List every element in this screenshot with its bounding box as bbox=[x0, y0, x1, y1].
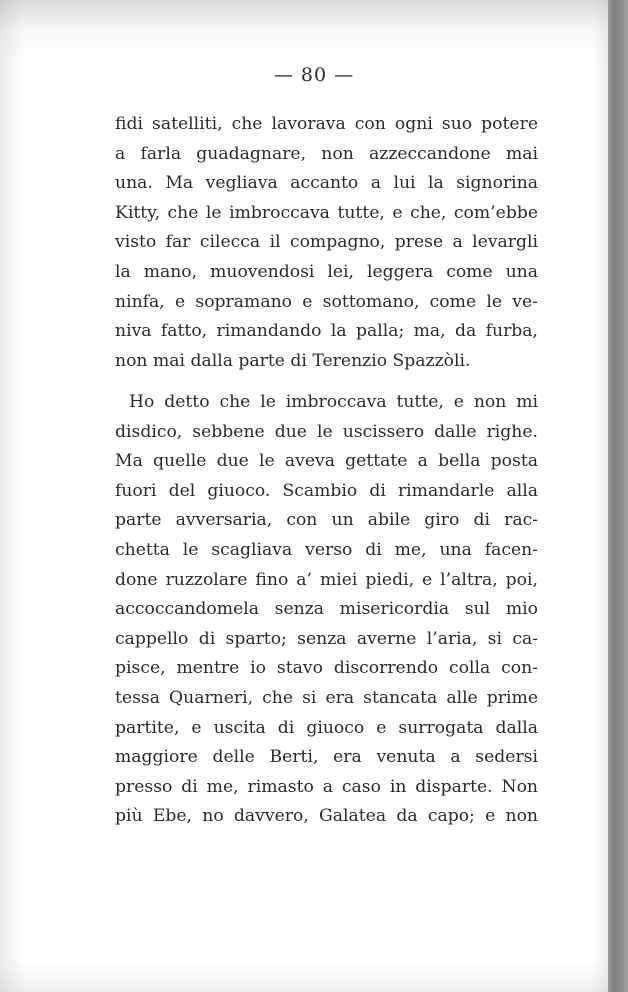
page-number: — 80 — bbox=[273, 64, 355, 86]
text-line: più Ebe, no davvero, Galatea da capo; e non bbox=[115, 806, 538, 827]
text-line: Ma quelle due le aveva gettate a bella posta bbox=[115, 451, 538, 472]
text-line: chetta le scagliava verso di me, una facen- bbox=[115, 539, 538, 560]
text-line: partite, e uscita di giuoco e surrogata dalla bbox=[115, 717, 538, 738]
text-line: accoccandomela senza misericordia sul mio bbox=[115, 599, 538, 620]
text-line: disdico, sebbene due le uscissero dalle righe. bbox=[115, 421, 538, 442]
text-line: pisce, mentre io stavo discorrendo colla con- bbox=[115, 658, 538, 679]
text-line: una. Ma vegliava accanto a lui la signorina bbox=[115, 173, 538, 194]
text-line: Kitty, che le imbroccava tutte, e che, com’ebbe bbox=[115, 202, 538, 223]
text-line: ninfa, e sopramano e sottomano, come le ve- bbox=[115, 291, 538, 312]
text-line: maggiore delle Berti, era venuta a sedersi bbox=[115, 747, 538, 768]
text-line: parte avversaria, con un abile giro di rac- bbox=[115, 510, 538, 531]
text-line: a farla guadagnare, non azzeccandone mai bbox=[115, 143, 538, 164]
text-line: fuori del giuoco. Scambio di rimandarle alla bbox=[115, 480, 538, 501]
page-edge-shadow bbox=[592, 0, 608, 992]
text-line: fidi satelliti, che lavorava con ogni suo potere bbox=[115, 114, 538, 134]
text-line: niva fatto, rimandando la palla; ma, da furba, bbox=[115, 321, 538, 342]
text-line: la mano, muovendosi lei, leggera come una bbox=[115, 261, 538, 282]
text-line: tessa Quarneri, che si era stancata alle prime bbox=[115, 687, 538, 708]
text-line: presso di me, rimasto a caso in disparte. Non bbox=[115, 776, 538, 797]
text-line: cappello di sparto; senza averne l’aria, si ca- bbox=[115, 628, 538, 649]
text-line: Ho detto che le imbroccava tutte, e non mi bbox=[129, 392, 538, 412]
text-line: non mai dalla parte di Terenzio Spazzòli. bbox=[115, 350, 471, 371]
paragraph-2 bbox=[115, 388, 538, 832]
text-line: visto far cilecca il compagno, prese a levargli bbox=[115, 232, 538, 253]
paragraph-1 bbox=[115, 110, 538, 376]
text-line: done ruzzolare fino a’ miei piedi, e l’altra, poi, bbox=[115, 569, 538, 590]
page-edge-border bbox=[608, 0, 628, 992]
